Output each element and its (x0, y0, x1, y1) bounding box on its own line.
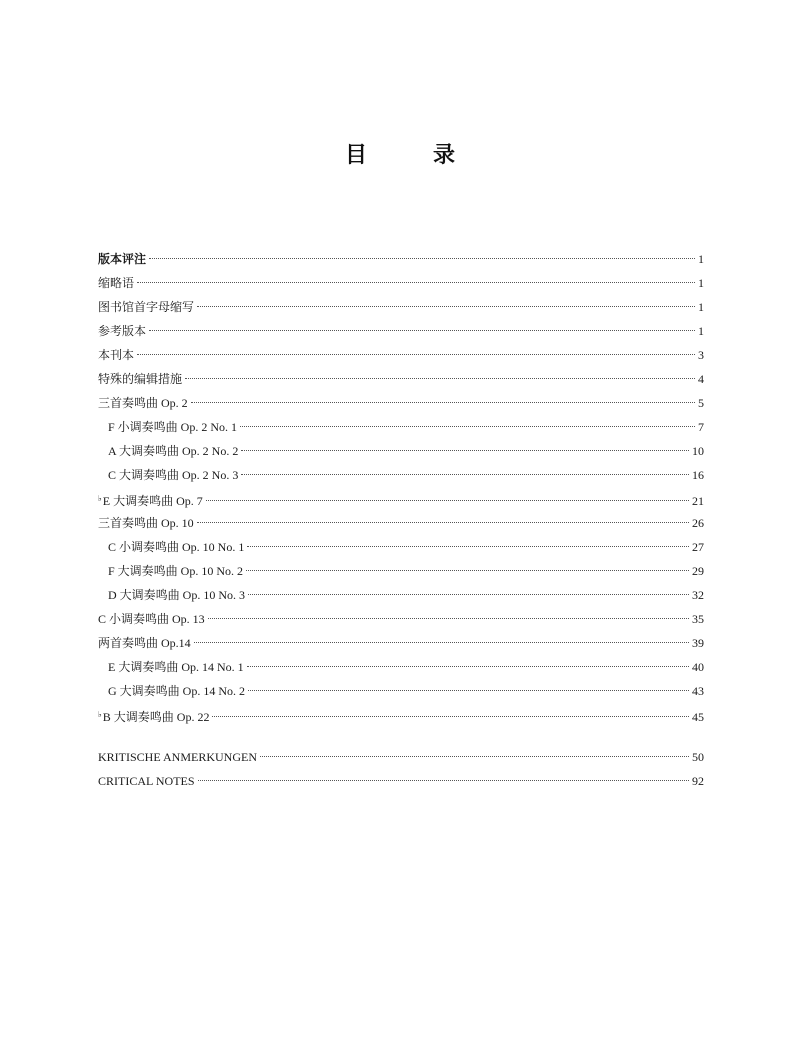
toc-entry-title (108, 415, 237, 439)
toc-entry-page-number: 40 (692, 660, 704, 674)
toc-entry-title (98, 487, 203, 513)
toc-entry-page-number: 32 (692, 588, 704, 602)
toc-entry[interactable] (98, 487, 704, 511)
dot-leader (197, 522, 689, 523)
dot-leader (191, 402, 695, 403)
toc-entry[interactable] (98, 295, 704, 319)
toc-entry-page-number: 39 (692, 636, 704, 650)
dot-leader (241, 474, 689, 475)
toc-entry-title (98, 295, 194, 319)
toc-entry[interactable] (98, 655, 704, 679)
toc-entry-label: D 大调奏鸣曲 Op. 10 No. 3 (108, 588, 245, 602)
toc-entry-label: E 大调奏鸣曲 Op. 7 (102, 494, 203, 508)
toc-entry-page-number: 10 (692, 444, 704, 458)
toc-entry[interactable] (98, 247, 704, 271)
toc-entry-label: KRITISCHE ANMERKUNGEN (98, 750, 257, 764)
toc-entry[interactable] (98, 559, 704, 583)
toc-entry-title (98, 319, 146, 343)
dot-leader (241, 450, 689, 451)
toc-entry[interactable] (98, 391, 704, 415)
toc-entry-title (98, 343, 134, 367)
toc-entry[interactable] (98, 535, 704, 559)
dot-leader (149, 330, 695, 331)
toc-entry-page-number: 45 (692, 710, 704, 724)
toc-entry-page-number: 1 (698, 252, 704, 266)
dot-leader (212, 716, 689, 717)
dot-leader (248, 594, 689, 595)
toc-entry-label: B 大调奏鸣曲 Op. 22 (102, 710, 210, 724)
toc-entry-page-number: 21 (692, 494, 704, 508)
dot-leader (137, 282, 695, 283)
dot-leader (208, 618, 689, 619)
toc-entry-label: 本刊本 (98, 348, 135, 362)
toc-entry-page-number: 5 (698, 396, 704, 410)
toc-entry-title (98, 391, 188, 415)
toc-entry-page-number: 92 (692, 774, 704, 788)
toc-entry-label: 三首奏鸣曲 Op. 2 (98, 396, 188, 410)
toc-entry-page-number: 27 (692, 540, 704, 554)
toc-entry-page-number: 16 (692, 468, 704, 482)
toc-entry-page-number: 1 (698, 300, 704, 314)
toc-entry-title (108, 655, 244, 679)
toc-entry[interactable] (98, 415, 704, 439)
table-of-contents (98, 247, 704, 727)
toc-entry-label: 三首奏鸣曲 Op. 10 (98, 516, 194, 530)
toc-entry-label: 缩略语 (98, 276, 135, 290)
toc-entry-title (108, 679, 245, 703)
page-title: 目 录 (344, 143, 477, 168)
toc-entry-label: E 大调奏鸣曲 Op. 14 No. 1 (108, 660, 244, 674)
toc-entry-page-number: 26 (692, 516, 704, 530)
flat-sign: ♭ (98, 494, 102, 503)
toc-entry[interactable] (98, 631, 704, 655)
toc-entry-title (98, 367, 182, 391)
toc-entry-label: C 小调奏鸣曲 Op. 13 (98, 612, 205, 626)
table-of-contents-appendix (98, 745, 704, 793)
toc-entry-page-number: 1 (698, 276, 704, 290)
toc-entry[interactable] (98, 271, 704, 295)
dot-leader (194, 642, 689, 643)
toc-entry-page-number: 35 (692, 612, 704, 626)
toc-entry-label: C 大调奏鸣曲 Op. 2 No. 3 (108, 468, 239, 482)
toc-entry-title (98, 745, 257, 769)
toc-entry-label: 两首奏鸣曲 Op.14 (98, 636, 191, 650)
dot-leader (137, 354, 695, 355)
dot-leader (149, 258, 695, 259)
toc-entry-title (98, 247, 146, 271)
toc-entry[interactable] (98, 319, 704, 343)
toc-entry[interactable] (98, 607, 704, 631)
toc-entry[interactable] (98, 463, 704, 487)
toc-entry-label: A 大调奏鸣曲 Op. 2 No. 2 (108, 444, 239, 458)
toc-entry-title (98, 631, 191, 655)
toc-entry-title (108, 439, 238, 463)
toc-entry-title (98, 271, 134, 295)
toc-entry-title (108, 559, 243, 583)
toc-entry[interactable] (98, 367, 704, 391)
toc-entry-page-number: 3 (698, 348, 704, 362)
toc-entry-label: 参考版本 (98, 324, 147, 338)
toc-entry[interactable] (98, 745, 704, 769)
toc-entry[interactable] (98, 439, 704, 463)
toc-entry-page-number: 7 (698, 420, 704, 434)
toc-entry-title (98, 769, 195, 793)
toc-entry-title (108, 535, 244, 559)
toc-entry-label: F 大调奏鸣曲 Op. 10 No. 2 (108, 564, 244, 578)
dot-leader (185, 378, 695, 379)
toc-entry-title (98, 703, 209, 729)
toc-entry-label: 特殊的编辑措施 (98, 372, 183, 386)
dot-leader (260, 756, 689, 757)
toc-entry-page-number: 50 (692, 750, 704, 764)
toc-entry-label: F 小调奏鸣曲 Op. 2 No. 1 (108, 420, 238, 434)
toc-entry-label: C 小调奏鸣曲 Op. 10 No. 1 (108, 540, 245, 554)
toc-entry-page-number: 1 (698, 324, 704, 338)
toc-entry-label: CRITICAL NOTES (98, 774, 195, 788)
toc-entry-label: G 大调奏鸣曲 Op. 14 No. 2 (108, 684, 245, 698)
dot-leader (247, 546, 689, 547)
toc-entry-page-number: 29 (692, 564, 704, 578)
dot-leader (240, 426, 695, 427)
toc-entry[interactable] (98, 769, 704, 793)
toc-entry[interactable] (98, 583, 704, 607)
toc-entry-label: 版本评注 (98, 252, 147, 266)
dot-leader (198, 780, 689, 781)
toc-entry-page-number: 43 (692, 684, 704, 698)
toc-entry-title (108, 463, 238, 487)
toc-entry-title (108, 583, 245, 607)
toc-entry-label: 图书馆首字母缩写 (98, 300, 195, 314)
toc-entry-title (98, 607, 205, 631)
toc-entry[interactable] (98, 343, 704, 367)
flat-sign: ♭ (98, 710, 102, 719)
toc-entry-page-number: 4 (698, 372, 704, 386)
toc-entry[interactable] (98, 679, 704, 703)
dot-leader (206, 500, 689, 501)
dot-leader (247, 666, 689, 667)
dot-leader (248, 690, 689, 691)
toc-entry[interactable] (98, 511, 704, 535)
toc-entry[interactable] (98, 703, 704, 727)
dot-leader (197, 306, 695, 307)
dot-leader (246, 570, 689, 571)
toc-entry-title (98, 511, 194, 535)
